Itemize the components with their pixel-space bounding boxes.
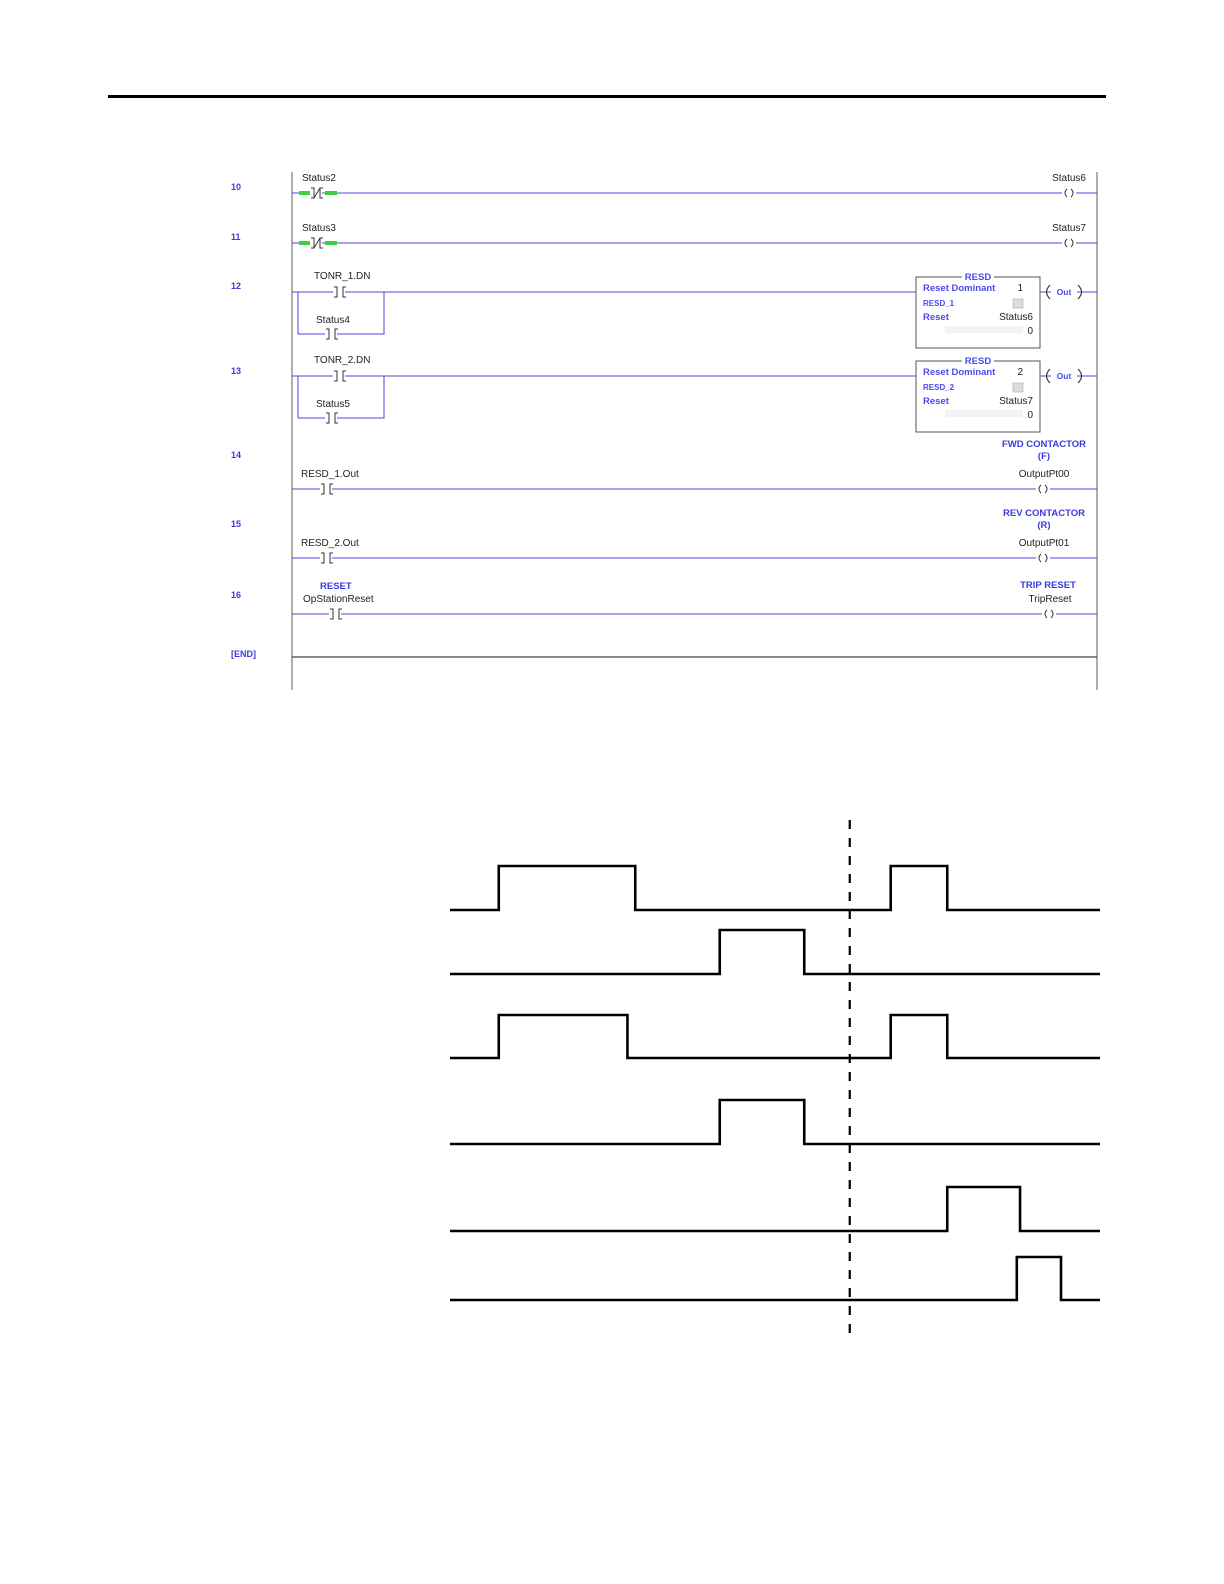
coil-description-code: (R) — [1037, 520, 1051, 531]
branch-tag: Status4 — [316, 315, 350, 326]
rung-number: 11 — [231, 232, 241, 242]
rung-number: 10 — [231, 182, 242, 192]
branch-tag: Status5 — [316, 399, 350, 410]
contact-tag: Status2 — [302, 173, 336, 184]
coil-tag: TripReset — [1028, 594, 1072, 605]
coil-tag: OutputPt01 — [1018, 538, 1070, 549]
coil-description-code: (F) — [1037, 451, 1051, 462]
block-type-label: Reset Dominant — [923, 283, 996, 294]
contact-tag: TONR_2.DN — [314, 355, 371, 366]
block-reset-value: 0 — [1027, 410, 1033, 421]
timing-signal-1 — [450, 866, 1100, 910]
contact-tag: Status3 — [302, 223, 336, 234]
contact-tag: RESD_2.Out — [301, 538, 359, 549]
output-label: Out — [1056, 371, 1072, 381]
rung-number: 13 — [231, 366, 242, 376]
coil-tag: Status7 — [1052, 223, 1086, 234]
coil-description: REV CONTACTOR — [1003, 508, 1085, 519]
coil-tag: OutputPt00 — [1018, 469, 1070, 480]
coil-description: FWD CONTACTOR — [1001, 439, 1087, 450]
output-label: Out — [1056, 287, 1072, 297]
block-instance-label: RESD_1 — [923, 299, 955, 308]
timing-signal-3 — [450, 1015, 1100, 1058]
rung-number: 14 — [231, 450, 242, 460]
timing-signal-6 — [450, 1257, 1100, 1300]
block-instance-label: RESD_2 — [923, 383, 955, 392]
contact-tag: OpStationReset — [303, 594, 374, 605]
block-title: RESD — [964, 356, 992, 367]
block-reset-value: 0 — [1027, 326, 1033, 337]
block-reset-tag: Status7 — [999, 396, 1033, 407]
block-instance-number: 2 — [1017, 367, 1023, 378]
coil-tag: Status6 — [1052, 173, 1086, 184]
coil-description: TRIP RESET — [1020, 580, 1076, 591]
timing-signal-2 — [450, 930, 1100, 974]
block-type-label: Reset Dominant — [923, 367, 996, 378]
rung-number: 15 — [231, 519, 242, 529]
rung-number: 12 — [231, 281, 242, 291]
contact-tag: RESD_1.Out — [301, 469, 359, 480]
rung-number: 16 — [231, 590, 242, 600]
block-reset-tag: Status6 — [999, 312, 1033, 323]
contact-tag: TONR_1.DN — [314, 271, 371, 282]
end-rung-label: [END] — [231, 649, 256, 659]
timing-signal-4 — [450, 1100, 1100, 1144]
block-reset-label: Reset — [923, 312, 949, 323]
contact-description: RESET — [320, 581, 352, 592]
block-title: RESD — [964, 272, 992, 283]
block-instance-number: 1 — [1017, 283, 1023, 294]
block-reset-label: Reset — [923, 396, 949, 407]
timing-signal-5 — [450, 1187, 1100, 1231]
